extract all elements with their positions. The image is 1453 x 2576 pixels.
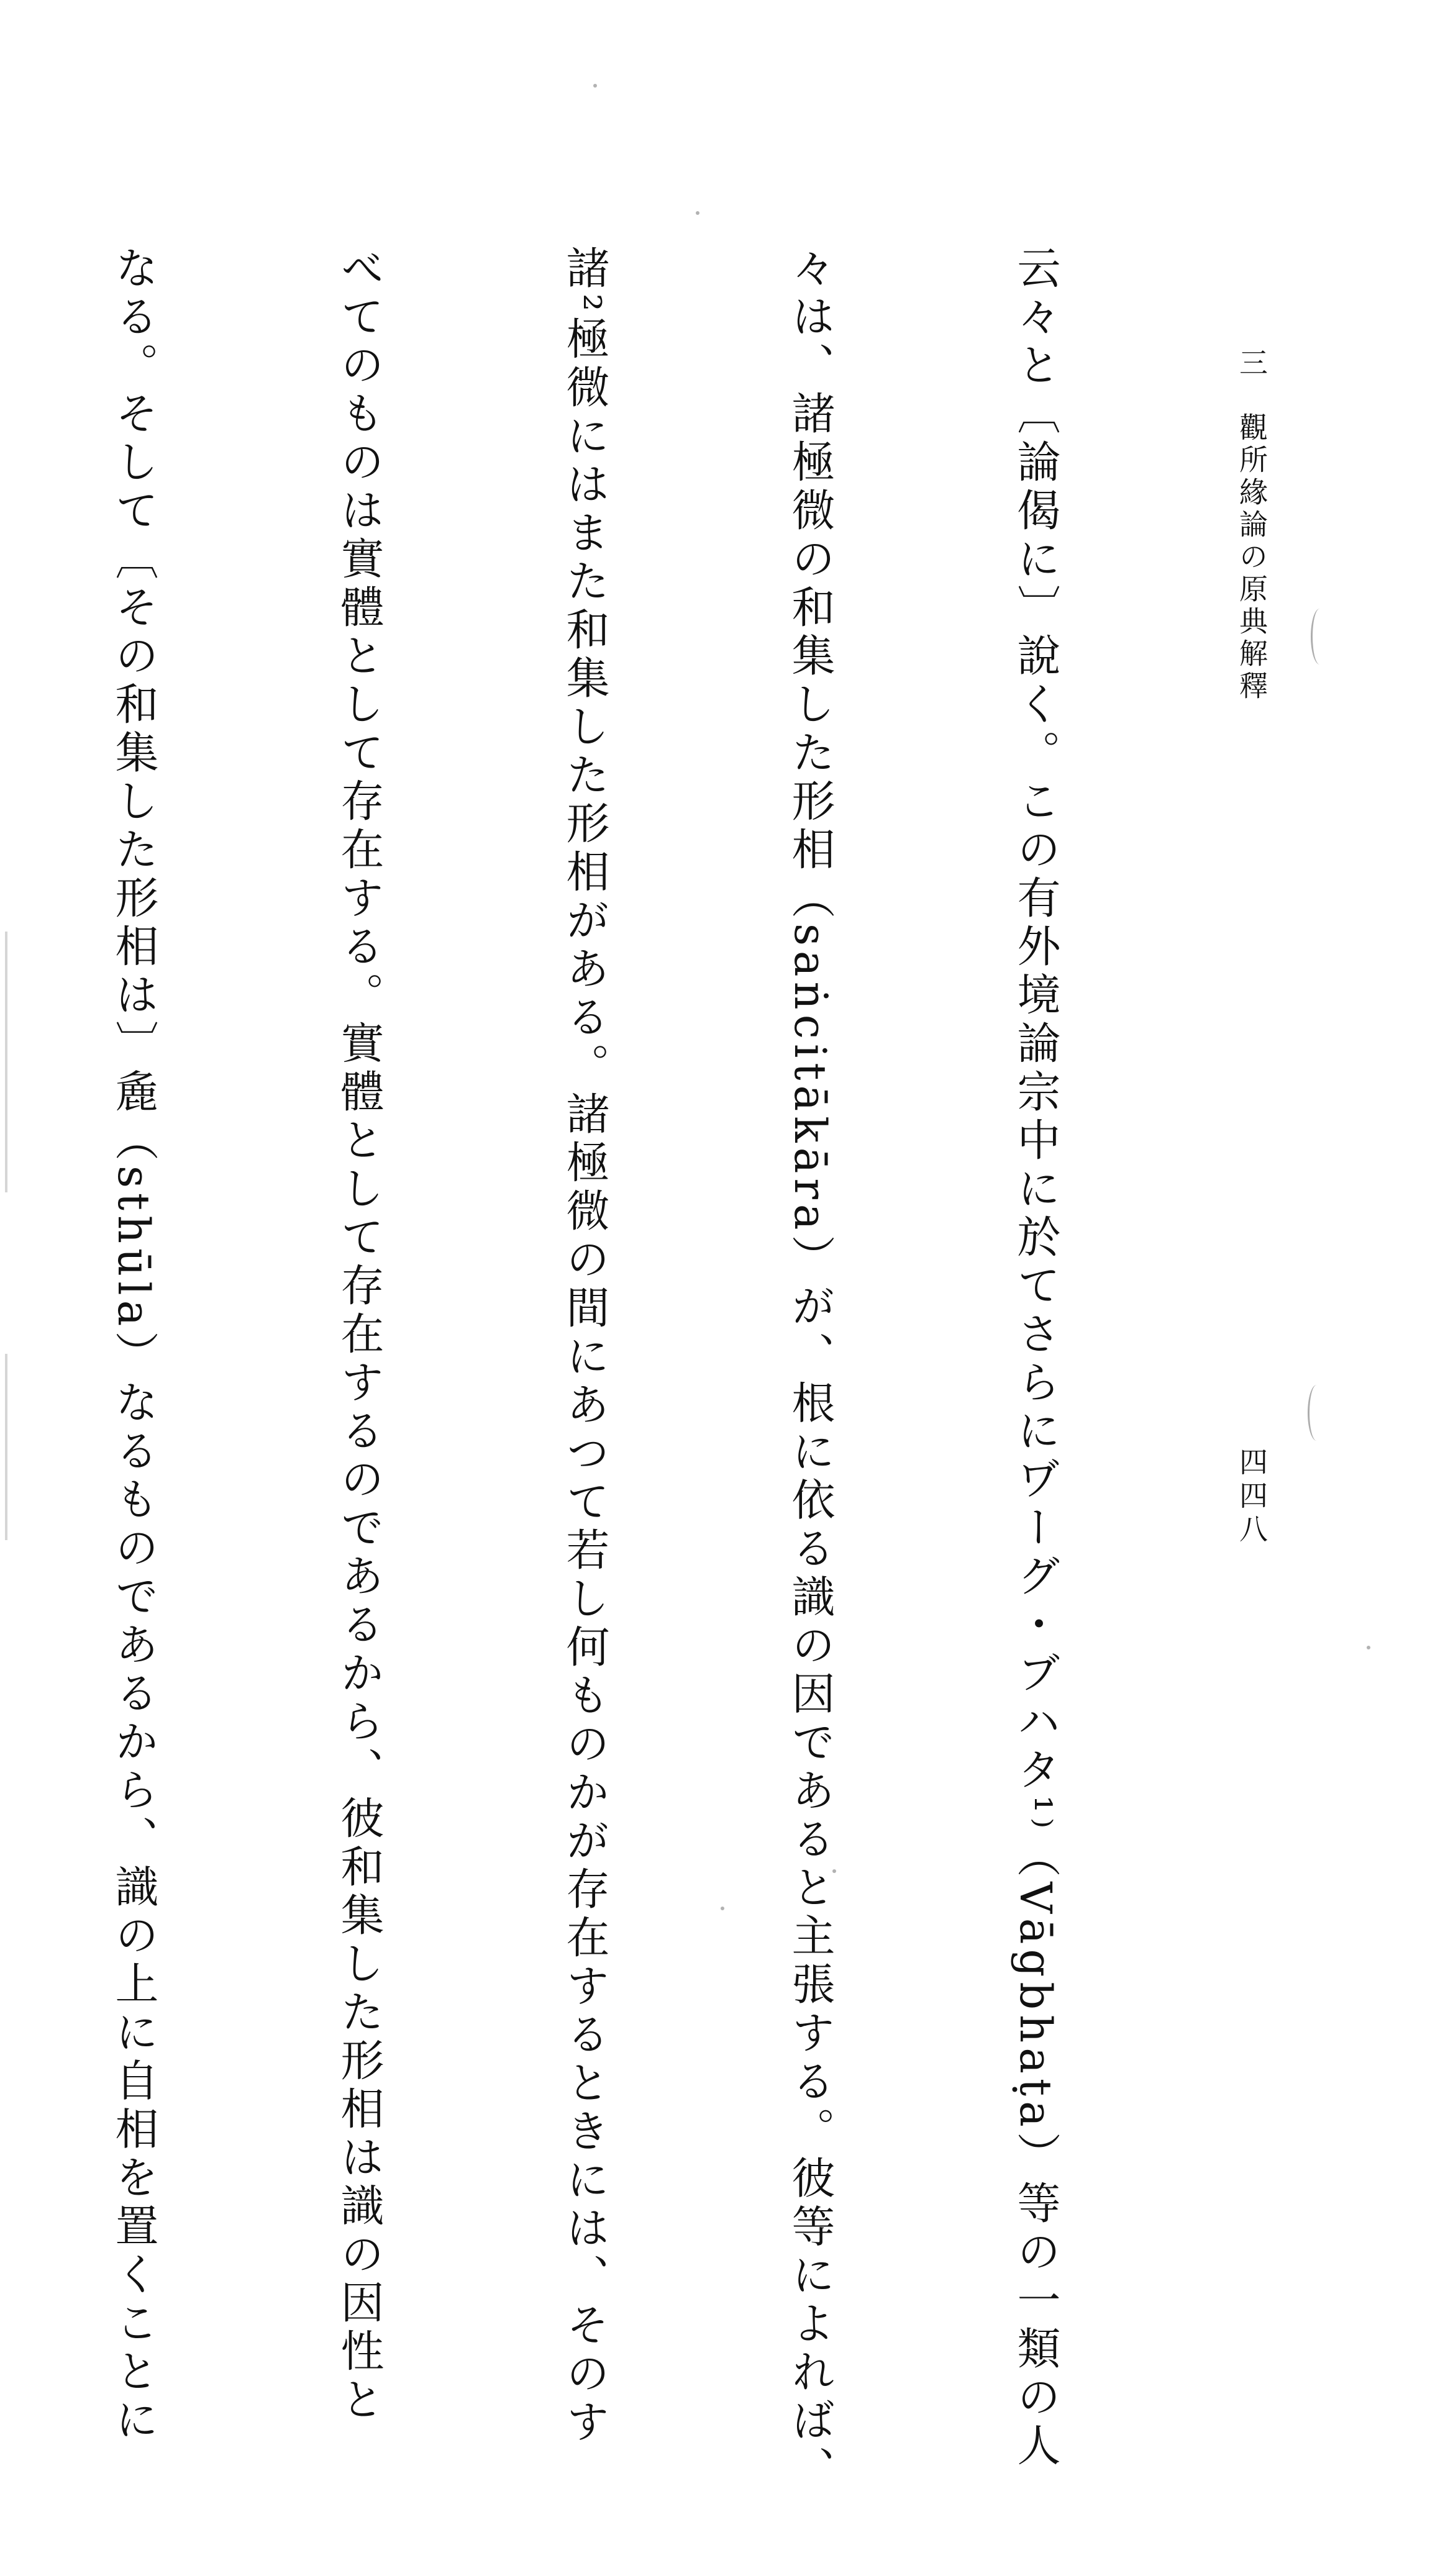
scan-speck: [1367, 1646, 1370, 1649]
text-column: べてのものは實體として存在する。實體として存在するのであるから、彼和集した形相は識の因性と: [334, 245, 385, 2425]
scan-speck: [721, 1907, 724, 1910]
scan-edge: [5, 1354, 7, 1540]
text-column: 々は、諸極微の和集した形相（saṅcitākāra）が、根に依る識の因であると主張する。彼等によれば、: [785, 245, 836, 2495]
text-column: なる。そして〔その和集した形相は〕麁（sthūla）なるものであるから、識の上に自相を置くことに: [108, 245, 159, 2446]
scan-mark: [1308, 1385, 1326, 1441]
scan-speck: [696, 211, 699, 215]
page-number: 四四八: [1235, 1447, 1269, 1548]
scan-speck: [832, 1869, 836, 1873]
body-text: [0, 245, 1223, 2495]
running-title: 三 觀所緣論の原典解釋: [1235, 348, 1269, 703]
scan-speck: [593, 84, 597, 88]
scan-mark: [1311, 609, 1329, 664]
text-column: 諸²極微にはまた和集した形相がある。諸極微の間にあつて若し何ものかが存在するときには、そのす: [559, 245, 610, 2448]
scan-edge: [5, 932, 7, 1192]
text-column: 云々と〔論偈に〕說く。この有外境論宗中に於てさらにヷーグ・ブハタ¹⁾（Vāgbhaṭa）等の一類の人: [1010, 245, 1061, 2471]
